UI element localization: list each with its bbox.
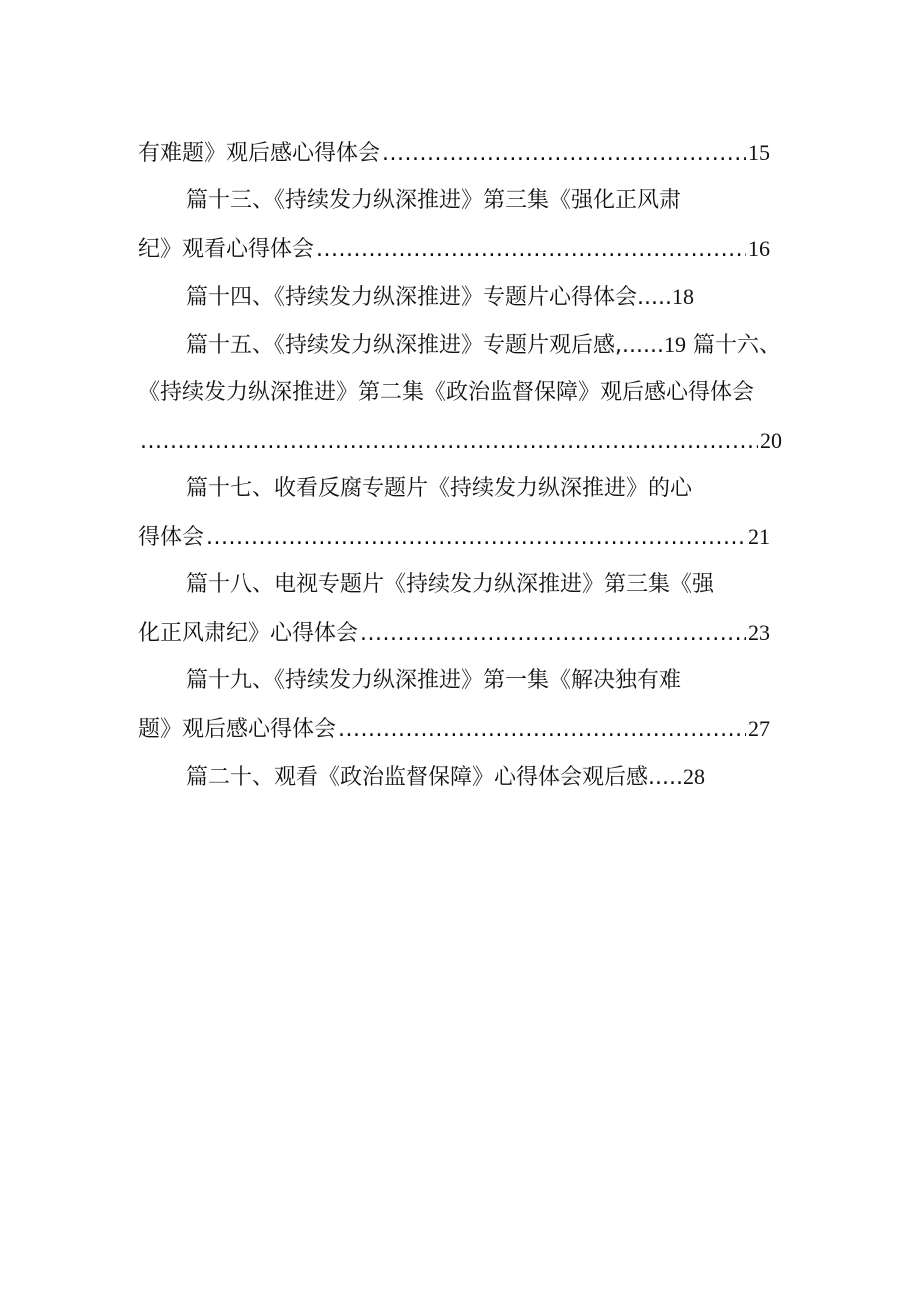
toc-entry[interactable] [138, 613, 770, 653]
toc-entry-heading[interactable] [186, 469, 770, 509]
toc-leader-dots: ..... [637, 285, 672, 310]
toc-entry[interactable] [186, 277, 770, 317]
toc-leader-dots [140, 422, 758, 462]
toc-page-number: 21 [748, 524, 770, 549]
toc-entry-title: 篇十八、电视专题片《持续发力纵深推进》第三集《强 [186, 572, 715, 597]
toc-leader-dots [360, 614, 746, 654]
toc-entry-title: 得体会 [138, 525, 205, 550]
toc-page-number: 27 [748, 716, 770, 741]
toc-entry-heading[interactable] [138, 373, 788, 413]
toc-page-number: 19 [663, 332, 686, 357]
toc-leader-dots [382, 134, 746, 174]
toc-leader-dots [316, 230, 746, 270]
toc-entry-heading[interactable] [186, 181, 770, 221]
toc-entry-heading[interactable] [186, 565, 770, 605]
toc-entry[interactable] [138, 229, 770, 269]
toc-entry[interactable] [138, 709, 770, 749]
toc-entry-title: 篇十五、《持续发力纵深推进》专题片观后感, [186, 333, 622, 358]
toc-entry-title: 篇十九、《持续发力纵深推进》第一集《解决独有难 [186, 668, 682, 693]
toc-page-number: 18 [671, 284, 694, 309]
toc-leader-dots [338, 710, 746, 750]
toc-entry-title: 篇十四、《持续发力纵深推进》专题片心得体会 [186, 285, 638, 310]
toc-entry-title: 题》观后感心得体会 [138, 717, 337, 742]
toc-leader-dots [206, 518, 746, 558]
toc-entry[interactable] [186, 325, 786, 365]
toc-entry-title: 化正风肃纪》心得体会 [138, 621, 359, 646]
toc-entry-title: 纪》观看心得体会 [138, 237, 315, 262]
toc-entry-title: 篇十七、收看反腐专题片《持续发力纵深推进》的心 [186, 476, 693, 501]
toc-page-number: 15 [748, 140, 770, 165]
toc-leader-dots: ..... [648, 765, 683, 790]
toc-entry-heading[interactable] [186, 661, 770, 701]
toc-entry[interactable] [138, 421, 782, 461]
toc-page-number: 23 [748, 620, 770, 645]
toc-entry[interactable] [138, 133, 770, 173]
toc-entry-title-continued: 篇十六、 [685, 333, 781, 358]
toc-entry-title: 《持续发力纵深推进》第二集《政治监督保障》观后感心得体会 [138, 380, 755, 405]
toc-entry[interactable] [186, 757, 770, 797]
toc-entry-title: 篇十三、《持续发力纵深推进》第三集《强化正风肃 [186, 188, 682, 213]
toc-leader-dots: ...... [622, 333, 664, 358]
toc-page-number: 28 [682, 764, 705, 789]
toc-page-number: 20 [760, 428, 782, 453]
toc-page-number: 16 [748, 236, 770, 261]
toc-entry-title: 篇二十、观看《政治监督保障》心得体会观后感 [186, 765, 649, 790]
toc-entry[interactable] [138, 517, 770, 557]
toc-entry-title: 有难题》观后感心得体会 [138, 141, 381, 166]
